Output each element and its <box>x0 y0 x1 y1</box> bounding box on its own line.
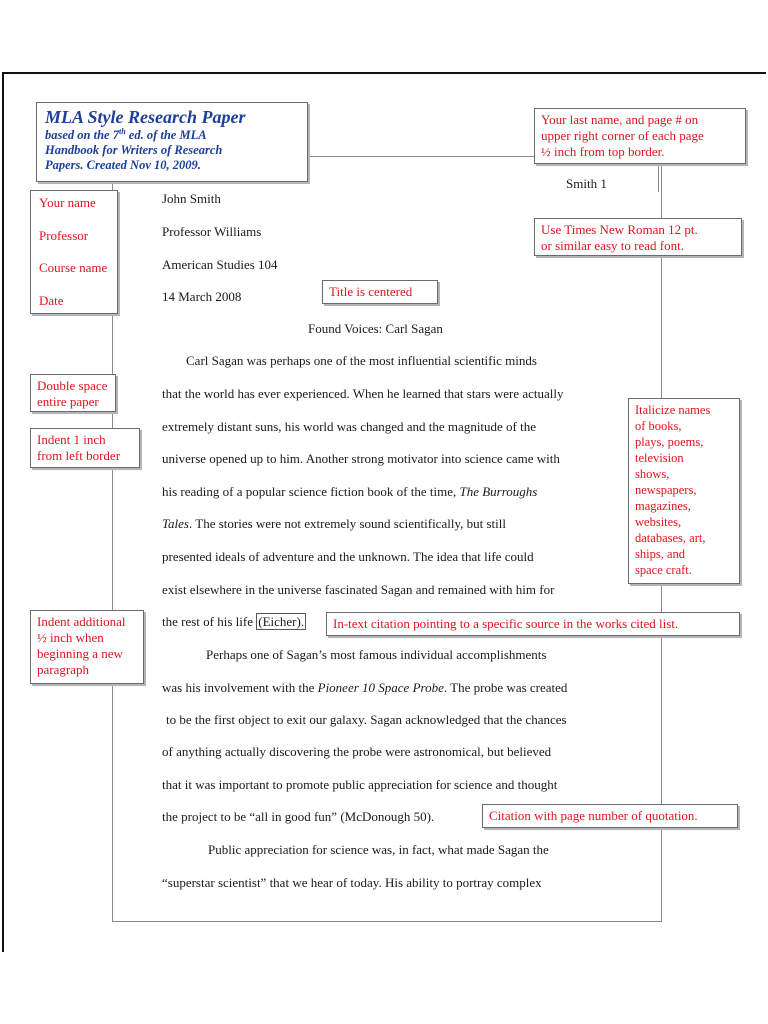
body-line: universe opened up to him. Another strong motivator into science came with <box>162 451 560 466</box>
field-label: Professor <box>39 227 89 243</box>
in-text-citation-note <box>326 612 740 636</box>
note-line: databases, art, <box>635 531 706 545</box>
date: 14 March 2008 <box>162 289 242 304</box>
body-line: Perhaps one of Sagan’s most famous individual accomplishments <box>206 647 547 662</box>
note-line: Double space <box>37 378 108 393</box>
guide-title: MLA Style Research Paper <box>45 107 246 127</box>
indent-additional-note <box>30 610 144 684</box>
paper-title: Found Voices: Carl Sagan <box>308 321 443 336</box>
note-line: newspapers, <box>635 483 697 497</box>
body-line: presented ideals of adventure and the unknown. The idea that life could <box>162 549 534 564</box>
title-centered-note <box>322 280 438 304</box>
guide-subtitle-line <box>45 128 299 143</box>
note-line: Italicize names <box>635 403 711 417</box>
course-name: American Studies 104 <box>162 257 278 272</box>
body-line: the project to be “all in good fun” (McDonough 50). <box>162 809 435 824</box>
note-line: Citation with page number of quotation. <box>489 808 698 823</box>
body-line: “superstar scientist” that we hear of today. His ability to portray complex <box>162 875 542 890</box>
connector-line <box>658 162 659 192</box>
field-label: Date <box>39 292 64 308</box>
note-line: paragraph <box>37 662 89 677</box>
body-line: that it was important to promote public appreciation for science and thought <box>162 777 558 792</box>
body-line: to be the first object to exit our galaxy. Sagan acknowledged that the chances <box>166 712 567 727</box>
heading-fields-note <box>30 190 118 314</box>
field-label: Your name <box>39 195 96 210</box>
page-header: Smith 1 <box>566 176 607 191</box>
body-italic-title: The Burroughs <box>459 484 538 499</box>
guide-title-box <box>36 102 308 182</box>
note-line: entire paper <box>37 394 99 409</box>
body-italic-title: Tales <box>162 516 189 531</box>
note-line: ½ inch when <box>37 630 104 645</box>
body-line: exist elsewhere in the universe fascinated Sagan and remained with him for <box>162 582 555 597</box>
note-line: In-text citation pointing to a specific source in the works cited list. <box>333 616 679 631</box>
body-text: . The stories were not extremely sound scientifically, but still <box>188 516 506 531</box>
body-line: that the world has ever experienced. When he learned that stars were actually <box>162 386 564 401</box>
note-line: from left border <box>37 448 121 463</box>
body-text: the rest of his life <box>162 614 257 629</box>
note-line: ships, and <box>635 547 685 561</box>
student-name: John Smith <box>162 191 221 206</box>
body-line <box>162 680 567 696</box>
guide-subtitle-sup: th <box>118 126 126 136</box>
double-space-note <box>30 374 116 412</box>
note-line: Use Times New Roman 12 pt. <box>541 222 698 237</box>
guide-subtitle-line: Papers. Created Nov 10, 2009. <box>45 158 201 172</box>
body-line <box>162 614 306 630</box>
note-line: or similar easy to read font. <box>541 238 684 253</box>
indent-one-inch-note <box>30 428 140 468</box>
body-line: Public appreciation for science was, in fact, what made Sagan the <box>208 842 549 857</box>
note-line: space craft. <box>635 563 692 577</box>
font-note <box>534 218 742 256</box>
note-line: television <box>635 451 684 465</box>
note-line: of books, <box>635 419 682 433</box>
professor-name: Professor Williams <box>162 224 262 239</box>
note-line: ½ inch from top border. <box>541 144 665 159</box>
guide-subtitle-text: ed. of the MLA <box>125 128 207 142</box>
body-text: his reading of a popular science fiction book of the time, <box>162 484 460 499</box>
in-text-citation: (Eicher). <box>258 614 305 629</box>
note-line: beginning a new <box>37 646 123 661</box>
guide-subtitle-text: based on the 7 <box>45 128 119 142</box>
body-line <box>162 516 506 532</box>
body-line: of anything actually discovering the probe were astronomical, but believed <box>162 744 552 759</box>
last-name-note <box>534 108 746 164</box>
body-line: extremely distant suns, his world was changed and the magnitude of the <box>162 419 537 434</box>
body-text: . The probe was created <box>443 680 568 695</box>
note-line: upper right corner of each page <box>541 128 704 143</box>
body-italic-title: Pioneer 10 Space Probe <box>317 680 444 695</box>
note-line: magazines, <box>635 499 691 513</box>
body-line <box>162 484 537 500</box>
italicize-note <box>628 398 740 584</box>
body-line: Carl Sagan was perhaps one of the most influential scientific minds <box>186 353 537 368</box>
note-line: plays, poems, <box>635 435 704 449</box>
connector-line <box>308 156 534 157</box>
field-label: Course name <box>39 260 108 275</box>
note-line: Indent 1 inch <box>37 432 106 447</box>
note-line: Title is centered <box>329 284 413 299</box>
page-citation-note <box>482 804 738 828</box>
note-line: websites, <box>635 515 682 529</box>
body-text: was his involvement with the <box>162 680 318 695</box>
guide-subtitle-line: Handbook for Writers of Research <box>45 143 223 157</box>
note-line: shows, <box>635 467 670 481</box>
note-line: Your last name, and page # on <box>541 112 699 127</box>
note-line: Indent additional <box>37 614 126 629</box>
